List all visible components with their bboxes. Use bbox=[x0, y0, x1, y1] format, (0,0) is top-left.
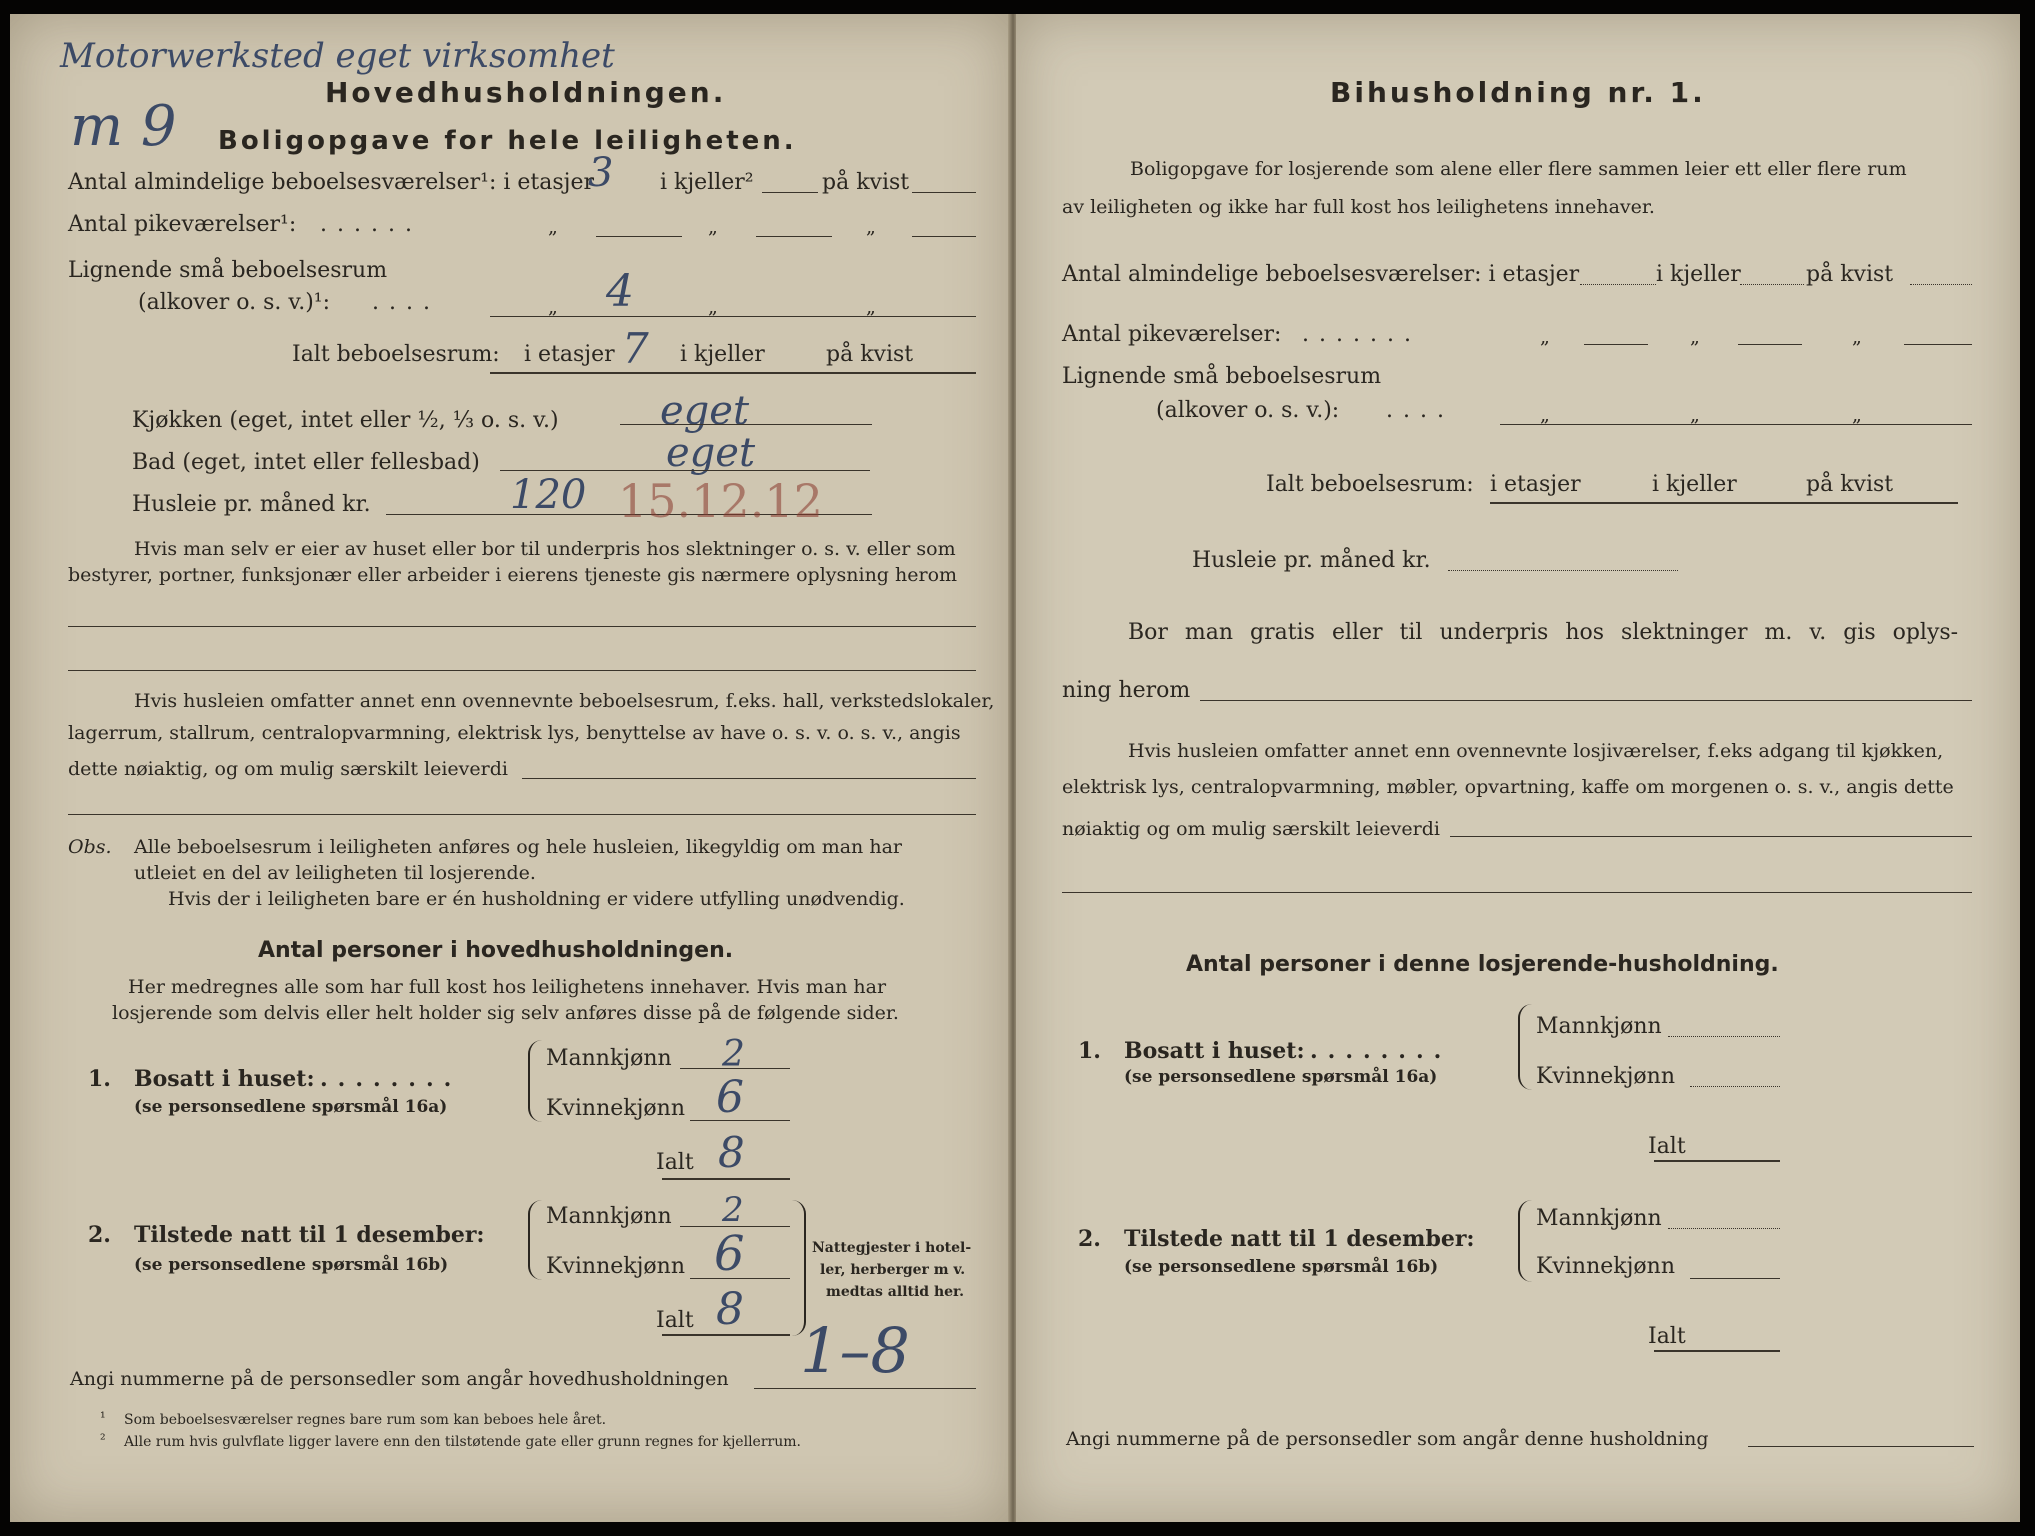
left-r2-line-1 bbox=[596, 236, 682, 237]
left-q1-kvinne-label: Kvinnekjønn bbox=[546, 1096, 685, 1121]
left-ialt-etasjer: i etasjer bbox=[524, 342, 615, 367]
left-foot-2-num: ² bbox=[100, 1432, 106, 1448]
left-ialt-line bbox=[490, 372, 976, 374]
left-q2-mann-value: 2 bbox=[722, 1190, 744, 1230]
right-gratis-line bbox=[1200, 700, 1972, 701]
left-eier-note-2: bestyrer, portner, funksjonær eller arbeider i eierens tjeneste gis nærmere oplysning herom bbox=[68, 564, 958, 586]
left-q1-dots: ........ bbox=[320, 1066, 462, 1092]
handwritten-number-note: m 9 bbox=[70, 94, 177, 159]
right-q1-dots: ........ bbox=[1310, 1038, 1452, 1064]
left-q1-mann-value: 2 bbox=[722, 1034, 745, 1075]
left-obs-2: utleiet en del av leiligheten til losjerende. bbox=[134, 862, 536, 884]
right-husleie-note-1: Hvis husleien omfatter annet enn ovennevnte losjiværelser, f.eks adgang til kjøkken, bbox=[1128, 740, 1944, 762]
left-r3-line bbox=[490, 316, 976, 317]
right-q2-label: Tilstede natt til 1 desember: bbox=[1124, 1226, 1475, 1252]
right-r2-ditto-1: „ bbox=[1540, 326, 1550, 348]
right-r3-ditto-3: „ bbox=[1852, 404, 1862, 426]
left-q1-kvinne-value: 6 bbox=[716, 1072, 744, 1123]
right-r1-kjeller: i kjeller bbox=[1656, 262, 1741, 287]
right-r1-kvist-line bbox=[1910, 284, 1972, 285]
right-gratis-1: Bor man gratis eller til underpris hos slektninger m. v. gis oplys- bbox=[1128, 620, 1959, 645]
left-r2-ditto-2: „ bbox=[708, 216, 718, 238]
left-q2-ialt-label: Ialt bbox=[656, 1308, 694, 1333]
left-bad-value: eget bbox=[666, 430, 756, 476]
left-q1-brace bbox=[528, 1040, 544, 1122]
left-ialt-value: 7 bbox=[622, 324, 649, 373]
left-r1-kvist-line bbox=[912, 192, 976, 193]
left-bad-line bbox=[500, 470, 870, 471]
right-ialt-etasjer: i etasjer bbox=[1490, 472, 1581, 497]
right-angi-line bbox=[1748, 1446, 1974, 1447]
left-q1-ialt-line bbox=[662, 1178, 790, 1180]
left-r3-ditto-3: „ bbox=[866, 296, 876, 318]
right-r1-kvist: på kvist bbox=[1806, 262, 1894, 287]
left-kjokken-label: Kjøkken (eget, intet eller ½, ⅓ o. s. v.) bbox=[132, 408, 559, 433]
left-eier-line-2 bbox=[68, 670, 976, 671]
left-r1-kvist: på kvist bbox=[822, 170, 910, 195]
left-q1-ialt-label: Ialt bbox=[656, 1150, 694, 1175]
left-angi-label: Angi nummerne på de personsedler som angår hovedhusholdningen bbox=[70, 1368, 729, 1390]
left-q1-ialt-value: 8 bbox=[718, 1128, 745, 1177]
left-husleie-note-1: Hvis husleien omfatter annet enn ovennevnte beboelsesrum, f.eks. hall, verkstedslokaler, bbox=[134, 690, 995, 712]
left-r3-ditto-2: „ bbox=[708, 296, 718, 318]
left-bad-label: Bad (eget, intet eller fellesbad) bbox=[132, 450, 480, 475]
nattegjester-line-2: ler, herberger m v. bbox=[820, 1262, 966, 1278]
left-q1-mann-label: Mannkjønn bbox=[546, 1046, 672, 1071]
right-leieverdi-line-2 bbox=[1062, 892, 1972, 893]
right-r2-line-3 bbox=[1904, 344, 1972, 345]
right-q2-num: 2. bbox=[1078, 1226, 1101, 1252]
left-persons-note-1: Her medregnes alle som har full kost hos leilighetens innehaver. Hvis man har bbox=[128, 976, 887, 998]
right-q1-ialt-line bbox=[1654, 1160, 1780, 1162]
left-ialt-label: Ialt beboelsesrum: bbox=[292, 342, 500, 367]
left-leieverdi-line-1 bbox=[522, 778, 976, 779]
right-q2-mann-line bbox=[1668, 1228, 1780, 1229]
right-r2-ditto-2: „ bbox=[1690, 326, 1700, 348]
right-husleie-note-2: elektrisk lys, centralopvarmning, møbler, opvartning, kaffe om morgenen o. s. v., angis dette bbox=[1062, 776, 1954, 798]
right-r2-label: Antal pikeværelser: bbox=[1062, 322, 1282, 347]
left-r3-dots: .... bbox=[372, 290, 440, 315]
left-r1-kjeller-line bbox=[762, 192, 818, 193]
right-intro-1: Boligopgave for losjerende som alene eller flere sammen leier ett eller flere rum bbox=[1130, 158, 1907, 180]
left-r1-kjeller: i kjeller² bbox=[660, 170, 754, 195]
right-husleie-note-3: nøiaktig og om mulig særskilt leieverdi bbox=[1062, 818, 1440, 840]
right-q2-ialt-line bbox=[1654, 1350, 1780, 1352]
right-ialt-label: Ialt beboelsesrum: bbox=[1266, 472, 1474, 497]
left-q2-mann-label: Mannkjønn bbox=[546, 1204, 672, 1229]
left-leieverdi-line-2 bbox=[68, 814, 976, 815]
left-persons-note-2: losjerende som delvis eller helt holder sig selv anføres disse på de følgende sider. bbox=[112, 1002, 899, 1024]
right-q1-label: Bosatt i huset: bbox=[1124, 1038, 1305, 1064]
left-husleie-note-3: dette nøiaktig, og om mulig særskilt leieverdi bbox=[68, 758, 508, 780]
right-q2-mann-label: Mannkjønn bbox=[1536, 1206, 1662, 1231]
nattegjester-line-1: Nattegjester i hotel- bbox=[812, 1240, 972, 1256]
right-ialt-line bbox=[1490, 502, 1958, 504]
left-r2-ditto-3: „ bbox=[866, 216, 876, 238]
right-r3-ditto-1: „ bbox=[1540, 404, 1550, 426]
right-page bbox=[1016, 14, 2020, 1522]
left-ialt-kjeller: i kjeller bbox=[680, 342, 765, 367]
right-q1-sub: (se personsedlene spørsmål 16a) bbox=[1124, 1067, 1438, 1087]
right-r1-label: Antal almindelige beboelsesværelser: i etasjer bbox=[1062, 262, 1580, 287]
left-r2-line-2 bbox=[756, 236, 832, 237]
right-q1-kvinne-line bbox=[1690, 1086, 1780, 1087]
left-title: Hovedhusholdningen. bbox=[325, 76, 727, 109]
left-q2-kvinne-line bbox=[690, 1278, 790, 1279]
right-ialt-kjeller: i kjeller bbox=[1652, 472, 1737, 497]
left-angi-line bbox=[754, 1388, 976, 1389]
nattegjester-line-3: medtas alltid her. bbox=[826, 1284, 965, 1300]
left-q1-label: Bosatt i huset: bbox=[134, 1066, 315, 1092]
left-r1-label: Antal almindelige beboelsesværelser¹: i etasjer bbox=[68, 170, 595, 195]
right-q2-ialt-label: Ialt bbox=[1648, 1324, 1686, 1349]
left-q2-ialt-value: 8 bbox=[716, 1284, 744, 1335]
right-q2-kvinne-label: Kvinnekjønn bbox=[1536, 1254, 1675, 1279]
left-kjokken-value: eget bbox=[660, 388, 750, 434]
left-ialt-kvist: på kvist bbox=[826, 342, 914, 367]
right-q1-kvinne-label: Kvinnekjønn bbox=[1536, 1064, 1675, 1089]
right-title: Bihusholdning nr. 1. bbox=[1330, 76, 1706, 109]
right-ialt-kvist: på kvist bbox=[1806, 472, 1894, 497]
right-q1-num: 1. bbox=[1078, 1038, 1101, 1064]
right-q2-sub: (se personsedlene spørsmål 16b) bbox=[1124, 1257, 1439, 1277]
left-foot-1-num: ¹ bbox=[100, 1410, 106, 1426]
left-r2-line-3 bbox=[912, 236, 976, 237]
left-r3-value: 4 bbox=[606, 266, 634, 317]
left-q1-sub: (se personsedlene spørsmål 16a) bbox=[134, 1097, 448, 1117]
handwritten-header-note: Motorwerksted eget virksomhet bbox=[60, 36, 615, 76]
left-obs-1: Alle beboelsesrum i leiligheten anføres og hele husleien, likegyldig om man har bbox=[134, 836, 902, 858]
right-r3-label-b: (alkover o. s. v.): bbox=[1156, 398, 1340, 423]
right-r3-dots: .... bbox=[1386, 398, 1454, 423]
left-obs-3: Hvis der i leiligheten bare er én husholdning er videre utfylling unødvendig. bbox=[168, 888, 905, 910]
right-angi-label: Angi nummerne på de personsedler som angår denne husholdning bbox=[1066, 1428, 1709, 1450]
left-r3-ditto-1: „ bbox=[548, 296, 558, 318]
left-eier-note-1: Hvis man selv er eier av huset eller bor til underpris hos slektninger o. s. v. eller som bbox=[134, 538, 956, 560]
right-r2-line-1 bbox=[1584, 344, 1648, 345]
left-r1-value: 3 bbox=[588, 150, 614, 196]
left-q2-kvinne-label: Kvinnekjønn bbox=[546, 1254, 685, 1279]
right-q1-ialt-label: Ialt bbox=[1648, 1134, 1686, 1159]
left-q2-ialt-line bbox=[662, 1334, 790, 1336]
right-r3-line bbox=[1500, 424, 1972, 425]
right-leieverdi-line-1 bbox=[1450, 836, 1972, 837]
left-husleie-note-2: lagerrum, stallrum, centralopvarmning, elektrisk lys, benyttelse av have o. s. v. o. s. v., angis bbox=[68, 722, 961, 744]
left-r2-ditto-1: „ bbox=[548, 216, 558, 238]
left-q1-mann-line bbox=[680, 1068, 790, 1069]
left-subtitle: Boligopgave for hele leiligheten. bbox=[218, 126, 797, 156]
right-persons-title: Antal personer i denne losjerende-husholdning. bbox=[1186, 952, 1779, 977]
left-foot-2: Alle rum hvis gulvflate ligger lavere enn den tilstøtende gate eller grunn regnes for kjellerrum. bbox=[124, 1434, 801, 1450]
right-husleie-label: Husleie pr. måned kr. bbox=[1192, 548, 1431, 573]
left-husleie-label: Husleie pr. måned kr. bbox=[132, 492, 371, 517]
left-q2-kvinne-value: 6 bbox=[714, 1226, 745, 1282]
left-eier-line-1 bbox=[68, 626, 976, 627]
left-husleie-value: 120 bbox=[510, 472, 587, 518]
right-q2-kvinne-line bbox=[1690, 1278, 1780, 1279]
right-husleie-line bbox=[1448, 570, 1678, 571]
left-persons-title: Antal personer i hovedhusholdningen. bbox=[258, 938, 734, 963]
right-r1-kjeller-line bbox=[1740, 284, 1804, 285]
left-obs-label: Obs. bbox=[68, 836, 112, 858]
right-r1-etasjer-line bbox=[1580, 284, 1656, 285]
right-r2-line-2 bbox=[1738, 344, 1802, 345]
left-q2-sub: (se personsedlene spørsmål 16b) bbox=[134, 1255, 449, 1275]
left-q2-num: 2. bbox=[88, 1222, 111, 1248]
left-q2-label: Tilstede natt til 1 desember: bbox=[134, 1222, 485, 1248]
left-r2-label: Antal pikeværelser¹: bbox=[68, 212, 297, 237]
left-q1-num: 1. bbox=[88, 1066, 111, 1092]
left-r3-label-b: (alkover o. s. v.)¹: bbox=[138, 290, 331, 315]
right-q1-mann-line bbox=[1668, 1036, 1780, 1037]
left-foot-1: Som beboelsesværelser regnes bare rum som kan beboes hele året. bbox=[124, 1412, 607, 1428]
left-q2-brace bbox=[528, 1200, 544, 1280]
right-r2-ditto-3: „ bbox=[1852, 326, 1862, 348]
right-r3-ditto-2: „ bbox=[1690, 404, 1700, 426]
right-q1-mann-label: Mannkjønn bbox=[1536, 1014, 1662, 1039]
right-r2-dots: ....... bbox=[1302, 322, 1421, 347]
left-angi-value: 1–8 bbox=[800, 1314, 910, 1387]
left-kjokken-line bbox=[620, 424, 872, 425]
pencil-date-mark: 15.12.12 bbox=[618, 474, 823, 528]
right-intro-2: av leiligheten og ikke har full kost hos leilighetens innehaver. bbox=[1062, 196, 1655, 218]
right-q2-brace bbox=[1518, 1200, 1534, 1282]
right-gratis-2: ning herom bbox=[1062, 678, 1191, 703]
left-q1-kvinne-line bbox=[690, 1120, 790, 1121]
right-q1-brace bbox=[1518, 1004, 1534, 1090]
left-r2-dots: ...... bbox=[320, 212, 422, 237]
right-r3-label-a: Lignende små beboelsesrum bbox=[1062, 364, 1382, 389]
left-r3-label-a: Lignende små beboelsesrum bbox=[68, 258, 388, 283]
